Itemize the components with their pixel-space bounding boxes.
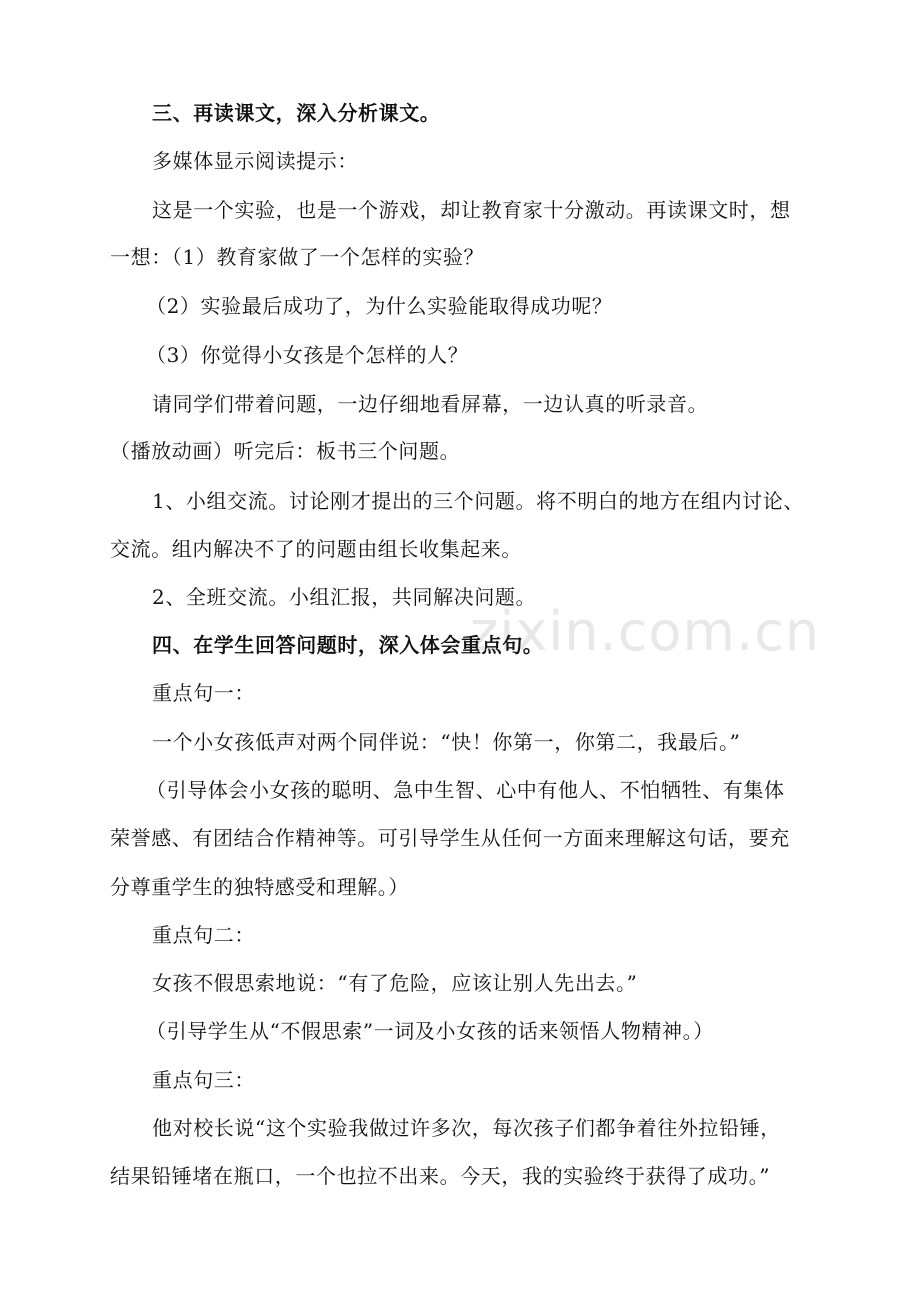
key-sentence-label-1: 重点句一： xyxy=(152,681,255,705)
paragraph-line: 结果铅锤堵在瓶口，一个也拉不出来。今天，我的实验终于获得了成功。” xyxy=(110,1164,771,1188)
paragraph-line: 2、全班交流。小组汇报，共同解决问题。 xyxy=(152,585,537,609)
section-heading-4: 四、在学生回答问题时，深入体会重点句。 xyxy=(152,633,544,657)
paragraph-line: 他对校长说“这个实验我做过许多次，每次孩子们都争着往外拉铅锤， xyxy=(152,1116,781,1140)
paragraph-line: 一个小女孩低声对两个同伴说：“快！你第一，你第二，我最后。” xyxy=(152,730,741,754)
paragraph-line: （引导体会小女孩的聪明、急中生智、心中有他人、不怕牺牲、有集体 xyxy=(146,778,785,802)
paragraph-line: 分尊重学生的独特感受和理解。） xyxy=(110,875,409,899)
paragraph-line: 这是一个实验，也是一个游戏，却让教育家十分激动。再读课文时，想 xyxy=(152,198,791,222)
paragraph-line: 交流。组内解决不了的问题由组长收集起来。 xyxy=(110,537,522,561)
paragraph-line: 一想：（1）教育家做了一个怎样的实验？ xyxy=(110,245,485,269)
paragraph-line: （引导学生从“不假思索”一词及小女孩的话来领悟人物精神。） xyxy=(146,1019,714,1043)
paragraph-line: 1、小组交流。讨论刚才提出的三个问题。将不明白的地方在组内讨论、 xyxy=(152,489,804,513)
question-3: （3）你觉得小女孩是个怎样的人？ xyxy=(146,343,469,367)
key-sentence-label-2: 重点句二： xyxy=(152,923,255,947)
paragraph-line: 荣誉感、有团结合作精神等。可引导学生从任何一方面来理解这句话，要充 xyxy=(110,826,790,850)
question-2: （2）实验最后成功了，为什么实验能取得成功呢？ xyxy=(146,294,613,318)
paragraph-line: （播放动画）听完后：板书三个问题。 xyxy=(110,439,461,463)
watermark: zixin.com.cn xyxy=(470,600,821,663)
paragraph-line: 请同学们带着问题，一边仔细地看屏幕，一边认真的听录音。 xyxy=(152,392,709,416)
paragraph-line: 多媒体显示阅读提示： xyxy=(152,149,358,173)
key-sentence-label-3: 重点句三： xyxy=(152,1068,255,1092)
paragraph-line: 女孩不假思索地说：“有了危险，应该让别人先出去。” xyxy=(152,971,638,995)
section-heading-3: 三、再读课文，深入分析课文。 xyxy=(152,101,441,125)
